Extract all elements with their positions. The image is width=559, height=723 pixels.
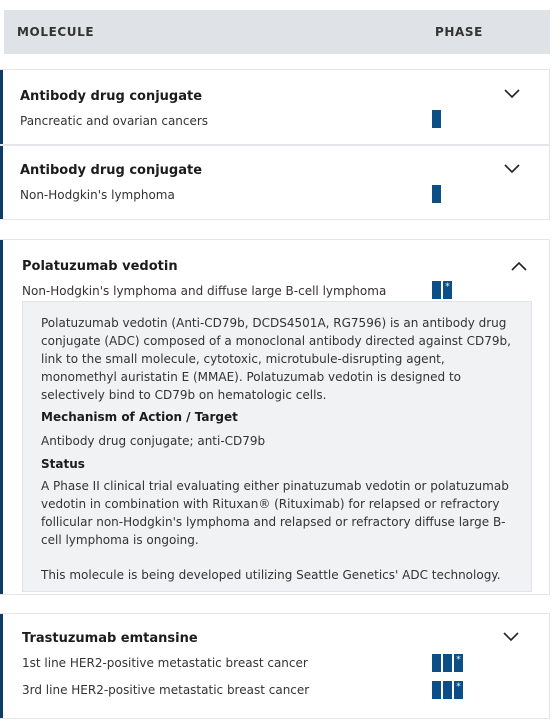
phase-bar [432, 110, 441, 128]
molecule-row-2[interactable] [0, 145, 550, 220]
phase-bar [432, 281, 441, 299]
adc-note: This molecule is being developed utilizing Seattle Genetics' ADC technology. [41, 568, 501, 582]
moa-text: Antibody drug conjugate; anti-CD79b [41, 434, 266, 448]
phase-indicator [432, 185, 441, 203]
molecule-row-1[interactable] [0, 69, 550, 145]
molecule-title: Polatuzumab vedotin [22, 259, 178, 274]
molecule-title: Trastuzumab emtansine [22, 631, 198, 646]
indication-label: 3rd line HER2-positive metastatic breast cancer [22, 683, 310, 697]
molecule-title: Antibody drug conjugate [20, 163, 203, 178]
moa-heading: Mechanism of Action / Target [41, 410, 238, 424]
phase-bar [443, 681, 452, 699]
status-text: A Phase II clinical trial evaluating either pinatuzumab vedotin or polatuzumab vedotin in combination with Rituxan® (Rituximab) for relapsed or refractory follicular non-Hodgkin's lymphoma and relapsed or refractory diffuse large B- cell lymphoma is ongoing. [41, 479, 509, 547]
phase-indicator [432, 681, 463, 699]
status-heading: Status [41, 457, 85, 471]
indication-label: Non-Hodgkin's lymphoma and diffuse large B-cell lymphoma [22, 284, 387, 298]
chevron-down-icon[interactable] [504, 164, 520, 176]
description-text: Polatuzumab vedotin (Anti-CD79b, DCDS4501A, RG7596) is an antibody drug conjugate (ADC) composed of a monoclonal antibody directed against CD79b, link to the small molecule, cytotoxic, microtubule-disrupting agent, monomethyl auristatin E (MMAE). Polatuzumab vedotin is designed to selectively bind to CD79b on hematologic cells. [41, 316, 511, 402]
phase-indicator [432, 654, 463, 672]
indication-label: Non-Hodgkin's lymphoma [20, 188, 175, 202]
phase-bar [432, 185, 441, 203]
chevron-down-icon[interactable] [504, 89, 520, 101]
phase-indicator [432, 281, 452, 299]
indication-label: 1st line HER2-positive metastatic breast cancer [22, 656, 308, 670]
phase-star-bar: * [454, 681, 463, 699]
row-accent-bar [0, 614, 3, 718]
phase-bar [432, 681, 441, 699]
chevron-up-icon[interactable] [511, 261, 527, 273]
phase-indicator [432, 110, 441, 128]
molecule-row-4[interactable] [0, 613, 550, 719]
row-accent-bar [0, 70, 3, 144]
phase-bar [432, 654, 441, 672]
chevron-down-icon[interactable] [503, 632, 519, 644]
molecule-column-header: MOLECULE [17, 25, 95, 39]
indication-label: Pancreatic and ovarian cancers [20, 114, 209, 128]
row-accent-bar [0, 146, 3, 219]
molecule-detail-panel [22, 301, 532, 592]
table-header [4, 10, 550, 54]
phase-star-bar: * [443, 281, 452, 299]
phase-column-header: PHASE [435, 25, 483, 39]
phase-bar [443, 654, 452, 672]
row-accent-bar [0, 240, 3, 594]
molecule-title: Antibody drug conjugate [20, 89, 203, 104]
phase-star-bar: * [454, 654, 463, 672]
